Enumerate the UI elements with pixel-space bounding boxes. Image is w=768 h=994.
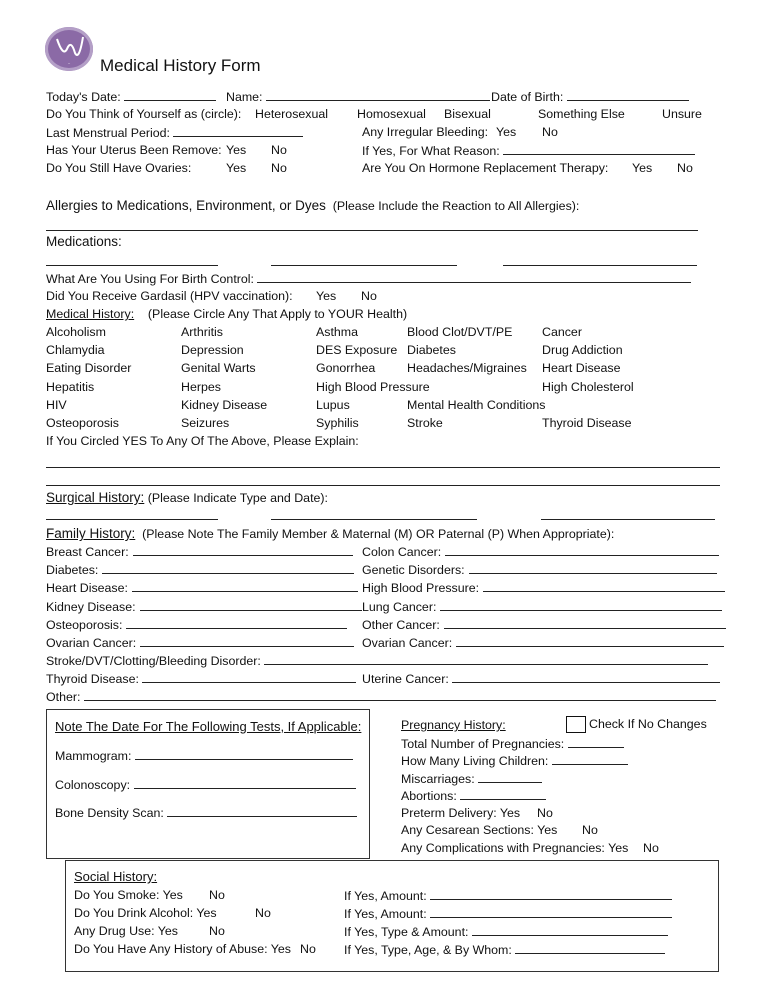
smoke-amount-field[interactable]: If Yes, Amount: [344,888,672,903]
gardasil-label: Did You Receive Gardasil (HPV vaccination): [46,289,293,303]
condition-option[interactable]: Gonorrhea [316,361,376,376]
abortions-field[interactable]: Abortions: [401,788,546,803]
uterus-no[interactable]: No [271,143,287,157]
todays-date-field[interactable]: Today's Date: [46,89,216,104]
birth-control-field[interactable]: What Are You Using For Birth Control: [46,271,691,286]
hrt-yes[interactable]: Yes [632,161,653,175]
miscarriages-field[interactable]: Miscarriages: [401,771,542,786]
bone-density-field[interactable]: Bone Density Scan: [55,805,357,820]
condition-option[interactable]: Eating Disorder [46,361,132,376]
family-field[interactable]: Lung Cancer: [362,599,722,614]
drug-use-label[interactable]: Any Drug Use: Yes [74,924,179,938]
condition-option[interactable]: Seizures [181,416,230,430]
checkbox-icon[interactable] [566,716,586,733]
page-title: Medical History Form [100,56,261,75]
svg-text:~: ~ [67,61,71,66]
condition-option[interactable]: Alcoholism [46,325,106,339]
date-of-birth-field[interactable]: Date of Birth: [491,89,689,104]
smoke-label[interactable]: Do You Smoke: Yes [74,888,183,902]
condition-option[interactable]: Drug Addiction [542,343,623,358]
gardasil-no[interactable]: No [361,289,377,303]
preterm-delivery-label[interactable]: Preterm Delivery: Yes [401,806,521,820]
family-field[interactable]: Diabetes: [46,562,354,577]
surgical-line-3[interactable] [541,519,715,520]
condition-option[interactable]: Stroke [407,416,443,430]
allergies-line[interactable] [46,230,698,231]
explain-label: If You Circled YES To Any Of The Above, Please Explain: [46,434,359,448]
drug-type-amount-field[interactable]: If Yes, Type & Amount: [344,924,668,939]
explain-line-2[interactable] [46,485,720,486]
irregular-bleeding-label: Any Irregular Bleeding: [362,125,489,139]
condition-option[interactable]: Mental Health Conditions [407,397,546,412]
bleeding-yes[interactable]: Yes [496,125,517,139]
womens-health-logo-icon [45,27,93,71]
other-field[interactable]: Other: [46,689,716,704]
mammogram-field[interactable]: Mammogram: [55,748,353,763]
preterm-no[interactable]: No [537,806,553,820]
ovaries-yes[interactable]: Yes [226,161,247,175]
pregnancy-heading: Pregnancy History: [401,718,506,732]
alcohol-no[interactable]: No [255,906,271,920]
medications-line-3[interactable] [503,265,697,266]
condition-option[interactable]: High Cholesterol [542,379,634,394]
surgical-line-2[interactable] [271,519,477,520]
no-changes-checkbox[interactable]: Check If No Changes [566,716,707,733]
hrt-label: Are You On Hormone Replacement Therapy: [362,161,609,175]
condition-option[interactable]: Asthma [316,325,359,339]
ovaries-no[interactable]: No [271,161,287,175]
condition-option[interactable]: Heart Disease [542,361,621,376]
condition-option[interactable]: Chlamydia [46,343,105,358]
stroke-field[interactable]: Stroke/DVT/Clotting/Bleeding Disorder: [46,653,708,668]
condition-option[interactable]: Thyroid Disease [542,416,632,430]
condition-option[interactable]: DES Exposure [316,343,398,358]
last-menstrual-period-field[interactable]: Last Menstrual Period: [46,125,303,140]
surgical-line-1[interactable] [46,519,218,520]
family-field[interactable]: Breast Cancer: [46,544,353,559]
medications-line-2[interactable] [271,265,457,266]
hrt-no[interactable]: No [677,161,693,175]
total-pregnancies-field[interactable]: Total Number of Pregnancies: [401,736,624,751]
condition-option[interactable]: Hepatitis [46,379,95,394]
option-bisexual[interactable]: Bisexual [444,107,491,121]
condition-option[interactable]: Headaches/Migraines [407,361,527,376]
uterine-cancer-field[interactable]: Uterine Cancer: [362,671,720,686]
family-field[interactable]: High Blood Pressure: [362,580,725,595]
uterus-yes[interactable]: Yes [226,143,247,157]
smoke-no[interactable]: No [209,888,225,902]
orientation-label: Do You Think of Yourself as (circle): [46,107,242,121]
alcohol-label[interactable]: Do You Drink Alcohol: Yes [74,906,217,920]
condition-option[interactable]: HIV [46,397,67,412]
medications-heading: Medications: [46,234,122,249]
condition-option[interactable]: Blood Clot/DVT/PE [407,325,513,339]
condition-option[interactable]: Depression [181,343,244,358]
allergies-heading: Allergies to Medications, Environment, or Dyes (Please Include the Reaction to All Allergies): [46,198,580,213]
cesarean-no[interactable]: No [582,823,598,837]
family-field[interactable]: Other Cancer: [362,617,726,632]
complications-label[interactable]: Any Complications with Pregnancies: Yes [401,841,629,855]
condition-option[interactable]: Cancer [542,325,582,339]
condition-option[interactable]: Arthritis [181,325,223,339]
condition-option[interactable]: Herpes [181,379,221,394]
condition-option[interactable]: Syphilis [316,416,359,430]
family-field[interactable]: Kidney Disease: [46,599,362,614]
family-field[interactable]: Colon Cancer: [362,544,719,559]
living-children-field[interactable]: How Many Living Children: [401,753,628,768]
ovaries-label: Do You Still Have Ovaries: [46,161,192,175]
social-heading: Social History: [74,869,158,884]
complications-no[interactable]: No [643,841,659,855]
abuse-no[interactable]: No [300,942,316,956]
colonoscopy-field[interactable]: Colonoscopy: [55,777,356,792]
uterus-reason-field[interactable]: If Yes, For What Reason: [362,143,695,158]
condition-option[interactable]: High Blood Pressure [316,379,430,394]
family-history-heading: Family History: (Please Note The Family Member & Maternal (M) OR Paternal (P) When Appropriate): [46,526,615,541]
condition-option[interactable]: Osteoporosis [46,416,120,430]
condition-option[interactable]: Genital Warts [181,361,256,376]
thyroid-field[interactable]: Thyroid Disease: [46,671,356,686]
family-field[interactable]: Ovarian Cancer: [362,635,724,650]
option-something-else[interactable]: Something Else [538,107,625,121]
cesarean-label[interactable]: Any Cesarean Sections: Yes [401,823,558,837]
condition-option[interactable]: Kidney Disease [181,397,268,412]
option-heterosexual[interactable]: Heterosexual [255,107,329,121]
drug-use-no[interactable]: No [209,924,225,938]
tests-heading: Note The Date For The Following Tests, If Applicable: [55,719,362,734]
family-field[interactable]: Osteoporosis: [46,617,347,632]
abuse-details-field[interactable]: If Yes, Type, Age, & By Whom: [344,942,665,957]
medications-line-1[interactable] [46,265,218,266]
uterus-removed-label: Has Your Uterus Been Remove: [46,143,222,157]
surgical-history-heading: Surgical History: (Please Indicate Type and Date): [46,490,328,505]
family-field[interactable]: Ovarian Cancer: [46,635,354,650]
alcohol-amount-field[interactable]: If Yes, Amount: [344,906,672,921]
condition-option[interactable]: Diabetes [407,343,456,358]
gardasil-yes[interactable]: Yes [316,289,337,303]
option-homosexual[interactable]: Homosexual [357,107,426,121]
explain-line-1[interactable] [46,467,720,468]
abuse-label[interactable]: Do You Have Any History of Abuse: Yes [74,942,291,956]
family-field[interactable]: Heart Disease: [46,580,358,595]
medical-history-heading: Medical History: (Please Circle Any That Apply to YOUR Health) [46,307,408,321]
option-unsure[interactable]: Unsure [662,107,702,121]
condition-option[interactable]: Lupus [316,397,350,412]
bleeding-no[interactable]: No [542,125,558,139]
family-field[interactable]: Genetic Disorders: [362,562,717,577]
name-field[interactable]: Name: [226,89,490,104]
